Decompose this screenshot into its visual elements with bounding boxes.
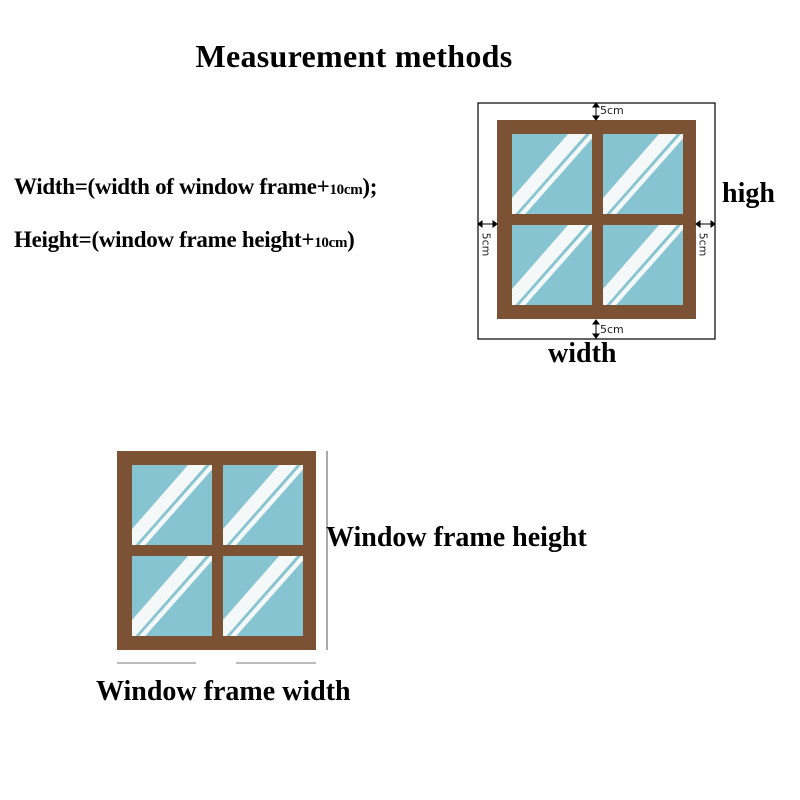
window-frame-width-label: Window frame width — [96, 676, 351, 707]
margin-label-left: 5cm — [479, 232, 493, 257]
height-formula-text: Height=(window frame height+ — [14, 227, 315, 252]
width-formula-margin: 10cm — [329, 182, 363, 198]
margin-arrow-left — [478, 221, 497, 227]
high-label: high — [722, 178, 775, 209]
page-title: Measurement methods — [195, 38, 513, 74]
height-formula-end: ) — [347, 227, 355, 252]
width-label: width — [548, 338, 617, 369]
window-diagram-with-margin — [497, 120, 696, 320]
margin-arrow-right — [696, 221, 715, 227]
height-formula-margin: 10cm — [314, 235, 348, 251]
margin-label-bottom: 5cm — [600, 323, 624, 336]
margin-arrow-top — [593, 103, 599, 120]
margin-arrow-bottom — [593, 320, 599, 338]
margin-label-right: 5cm — [696, 232, 710, 257]
margin-label-top: 5cm — [600, 104, 624, 117]
width-formula-text: Width=(width of window frame+ — [14, 174, 330, 199]
window-frame-diagram — [117, 451, 316, 651]
width-formula-end: ); — [362, 174, 378, 199]
window-frame-height-label: Window frame height — [326, 522, 587, 553]
